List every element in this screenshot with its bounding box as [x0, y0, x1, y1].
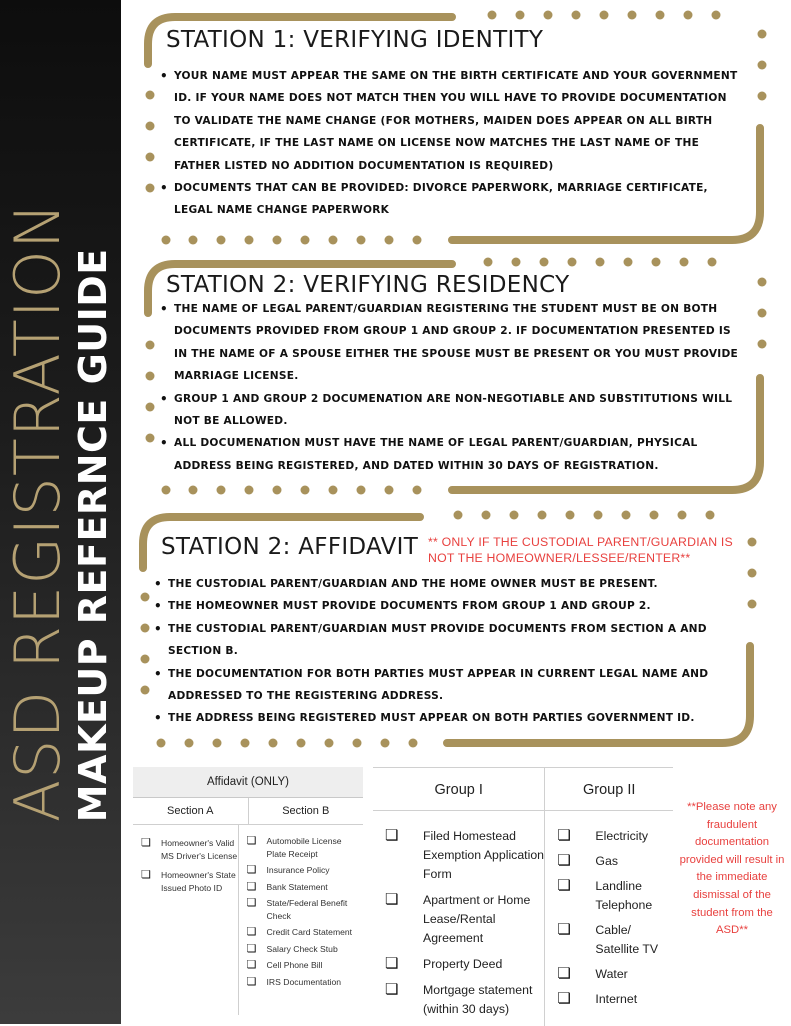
affidavit-table [133, 767, 363, 1017]
checkbox-icon[interactable]: ❏ [246, 926, 257, 938]
group1-item [385, 955, 544, 974]
checkbox-icon[interactable]: ❏ [557, 990, 571, 1007]
checkbox-icon[interactable]: ❏ [141, 837, 151, 849]
group2-list [544, 811, 673, 1026]
group2-item [557, 877, 673, 915]
group2-item [557, 852, 673, 871]
side-banner [0, 0, 121, 1024]
group2-item-label: Water [595, 967, 628, 981]
station2-title: STATION 2: VERIFYING RESIDENCY [166, 272, 570, 298]
station3-bullet: • THE CUSTODIAL PARENT/GUARDIAN MUST PROVIDE DOCUMENTS FROM SECTION A AND SECTION B. [154, 618, 734, 663]
section-b-item-label: Automobile License Plate Receipt [266, 836, 342, 859]
section-b-item [247, 881, 363, 894]
group2-item-label: Electricity [595, 829, 649, 843]
group1-item [385, 891, 544, 948]
station1-bullet: • YOUR NAME MUST APPEAR THE SAME ON THE BIRTH CERTIFICATE AND YOUR GOVERNMENT ID. IF YOUR NAME DOES NOT MATCH THEN YOU WILL HAVE TO PROVIDE DOCUMENTATION TO VALIDATE THE NAME CHANGE (FOR MOTHERS, MAIDEN DOES APPEAR ON ALL BIRTH CERTIFICATE, IF THE LAST NAME ON LICENSE NOW MATCHES THE LAST NAME OF THE FATHER LISTED NO ADDITION DOCUMENTATION IS REQUIRED) [160, 65, 740, 177]
station1-bullets [160, 65, 740, 222]
station2-bullet: • GROUP 1 AND GROUP 2 DOCUMENATION ARE NON-NEGOTIABLE AND SUBSTITUTIONS WILL NOT BE ALLOWED. [160, 388, 740, 433]
station1-title: STATION 1: VERIFYING IDENTITY [166, 27, 544, 53]
fraud-warning-note: **Please note any fraudulent documentation provided will result in the immediate dismissal of the student from the ASD** [679, 801, 785, 937]
section-b-item [247, 864, 363, 877]
affidavit-condition-note: ** ONLY IF THE CUSTODIAL PARENT/GUARDIAN IS NOT THE HOMEOWNER/LESSEE/RENTER** [428, 535, 733, 565]
group2-header: Group II [544, 768, 673, 810]
group2-item [557, 827, 673, 846]
banner-title: ASD REGISTRATION [1, 201, 74, 823]
section-a-item [141, 869, 238, 894]
checkbox-icon[interactable]: ❏ [246, 959, 257, 971]
section-a-list [133, 825, 238, 1015]
group2-item [557, 965, 673, 984]
group1-list [373, 811, 544, 1026]
station1-bullet: • DOCUMENTS THAT CAN BE PROVIDED: DIVORCE PAPERWORK, MARRIAGE CERTIFICATE, LEGAL NAME CHANGE PAPERWORK [160, 177, 740, 222]
station2-bullet: • THE NAME OF LEGAL PARENT/GUARDIAN REGISTERING THE STUDENT MUST BE ON BOTH DOCUMENTS PROVIDED FROM GROUP 1 AND GROUP 2. IF DOCUMENTATION PRESENTED IS IN THE NAME OF A SPOUSE EITHER THE SPOUSE MUST BE PRESENT OR YOU MUST PROVIDE MARRIAGE LICENSE. [160, 298, 740, 388]
checkbox-icon[interactable]: ❏ [246, 835, 257, 847]
checkbox-icon[interactable]: ❏ [385, 981, 399, 998]
group2-item [557, 921, 673, 959]
checkbox-icon[interactable]: ❏ [141, 869, 151, 881]
section-b-item [247, 976, 363, 989]
checkbox-icon[interactable]: ❏ [557, 877, 571, 894]
banner-subtitle: MAKEUP REFERNCE GUIDE [71, 248, 115, 823]
group1-item-label: Property Deed [423, 957, 503, 971]
affidavit-table-header: Affidavit (ONLY) [133, 767, 363, 798]
checkbox-icon[interactable]: ❏ [557, 921, 571, 938]
section-b-item [247, 959, 363, 972]
section-b-item-label: Insurance Policy [266, 865, 330, 875]
group1-item-label: Apartment or Home Lease/Rental Agreement [423, 893, 531, 945]
station3-title: STATION 2: AFFIDAVIT [161, 534, 419, 560]
group-table-header [373, 767, 673, 811]
affidavit-section-headers [133, 798, 363, 825]
section-b-item-label: Bank Statement [266, 881, 328, 892]
station3-bullet: • THE CUSTODIAL PARENT/GUARDIAN AND THE HOME OWNER MUST BE PRESENT. [154, 573, 734, 595]
section-b-item-label: Cell Phone Bill [266, 960, 323, 970]
checkbox-icon[interactable]: ❏ [557, 852, 571, 869]
station3-bullet: • THE DOCUMENTATION FOR BOTH PARTIES MUST APPEAR IN CURRENT LEGAL NAME AND ADDRESSED TO THE REGISTERING ADDRESS. [154, 663, 734, 708]
checkbox-icon[interactable]: ❏ [246, 880, 257, 893]
section-b-item-label: Salary Check Stub [266, 943, 338, 954]
group1-item-label: Filed Homestead Exemption Application Form [423, 829, 544, 881]
section-a-item-label: Homeowner's State Issued Photo ID [161, 870, 236, 893]
checkbox-icon[interactable]: ❏ [246, 942, 257, 955]
station2-bullet: • ALL DOCUMENATION MUST HAVE THE NAME OF LEGAL PARENT/GUARDIAN, PHYSICAL ADDRESS BEING REGISTERED, AND DATED WITHIN 30 DAYS OF REGISTRATION. [160, 432, 740, 477]
checkbox-icon[interactable]: ❏ [385, 955, 399, 972]
section-a-header: Section A [167, 805, 214, 817]
section-b-item [247, 897, 363, 922]
station3-bullets [154, 573, 734, 730]
section-b-item-label: IRS Documentation [266, 976, 342, 987]
banner-text-group [1, 201, 115, 823]
group-table [373, 767, 673, 1017]
checkbox-icon[interactable]: ❏ [385, 827, 399, 844]
group2-item [557, 990, 673, 1009]
section-b-header: Section B [248, 798, 364, 824]
group2-item-label: Cable/ Satellite TV [595, 923, 659, 956]
checkbox-icon[interactable]: ❏ [557, 965, 571, 982]
group2-item-label: Gas [595, 854, 618, 868]
checkbox-icon[interactable]: ❏ [246, 975, 257, 988]
checkbox-icon[interactable]: ❏ [557, 827, 571, 844]
checkbox-icon[interactable]: ❏ [246, 897, 257, 909]
section-a-item-label: Homeowner's Valid MS Driver's License [161, 838, 238, 861]
section-a-item [141, 837, 238, 862]
section-b-item-label: Credit Card Statement [266, 927, 353, 937]
group1-item [385, 827, 544, 884]
group2-item-label: Landline Telephone [595, 879, 653, 912]
station2-bullets [160, 298, 740, 477]
section-b-item [247, 926, 363, 939]
section-b-item [247, 835, 363, 860]
group1-item [385, 981, 544, 1019]
checkbox-icon[interactable]: ❏ [246, 864, 257, 876]
group2-item-label: Internet [595, 992, 638, 1006]
group1-item-label: Mortgage statement (within 30 days) [423, 983, 533, 1016]
station3-bullet: • THE ADDRESS BEING REGISTERED MUST APPEAR ON BOTH PARTIES GOVERNMENT ID. [154, 707, 734, 729]
section-b-item [247, 943, 363, 956]
section-b-item-label: State/Federal Benefit Check [266, 898, 348, 921]
station3-bullet: • THE HOMEOWNER MUST PROVIDE DOCUMENTS FROM GROUP 1 AND GROUP 2. [154, 595, 734, 617]
section-b-list [238, 825, 363, 1015]
checkbox-icon[interactable]: ❏ [385, 891, 399, 908]
group1-header: Group I [434, 782, 483, 798]
